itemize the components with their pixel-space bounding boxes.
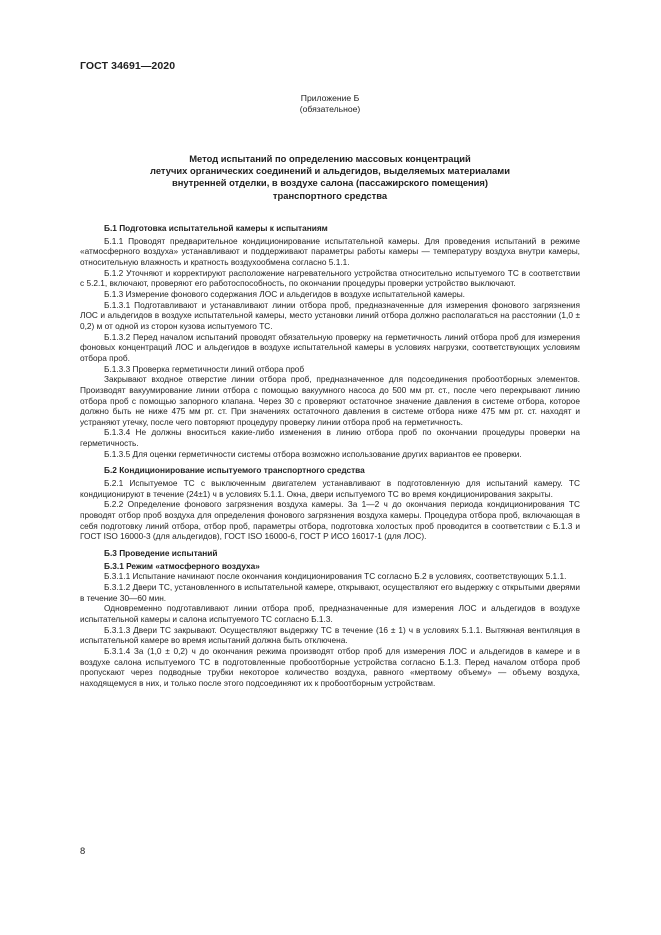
paragraph: Б.1.3.5 Для оценки герметичности системы отбора возможно использование других вариантов ее проверки. (104, 448, 522, 459)
page-number: 8 (80, 845, 86, 856)
paragraph: Б.1.3.1 Подготавливают и устанавливают линии отбора проб, предназначенные для измерения фонового загрязнения ЛОС и альдегидов в воздухе испытательной камеры, место установки линий отбора должно располагаться на расстоянии (1,0 ± 0,2) м от одной из сторон кузова испытуемого ТС. (80, 299, 580, 331)
document-code: ГОСТ 34691—2020 (80, 60, 176, 72)
paragraph: Б.3.1.2 Двери ТС, установленного в испытательной камере, открывают, осуществляют его выдержку с открытыми дверями в течение 30—60 мин. (80, 582, 580, 603)
title-line: внутренней отделки, в воздухе салона (пассажирского помещения) (171, 177, 489, 189)
title-line: Метод испытаний по определению массовых концентраций (189, 153, 471, 164)
paragraph: Б.1.3 Измерение фонового содержания ЛОС и альдегидов в воздухе испытательной камеры. (104, 288, 465, 299)
section-heading-b3: Б.3 Проведение испытаний (104, 548, 218, 559)
document-body (80, 223, 580, 689)
title-line: транспортного средства (272, 189, 388, 201)
paragraph: Б.1.2 Уточняют и корректируют расположение нагревательного устройства относительно испытуемого ТС в соответствии с 5.2.1, включают, проверяют его работоспособность, по окончании процедуры проверки устройство выключают. (80, 267, 580, 289)
title-line: летучих органических соединений и альдегидов, выделяемых материалами (150, 165, 510, 177)
paragraph: Б.2.2 Определение фонового загрязнения воздуха камеры. За 1—2 ч до окончания периода кондиционирования ТС проводят отбор проб воздуха для определения фонового загрязнения воздуха камеры. Процедура отбора проб, включающая в себя подготовку линий отбора, отбор проб, параметры отбора, подготовка холостых проб проводится в соответствии с Б.1.3 и ГОСТ ISO 16000-3 (для альдегидов), ГОСТ ISO 16000-6, ГОСТ Р ИСО 16017-1 (для ЛОС). (80, 499, 580, 542)
paragraph: Одновременно подготавливают линии отбора проб, предназначенные для измерения ЛОС и альдегидов в воздухе испытательной камеры и салона испытуемого ТС согласно Б.1.3. (80, 603, 580, 624)
section-heading-b2: Б.2 Кондиционирование испытуемого транспортного средства (104, 465, 365, 476)
appendix-label: Приложение Б (300, 93, 360, 103)
subsection-heading-b3-1: Б.3.1 Режим «атмосферного воздуха» (104, 560, 260, 571)
paragraph: Б.1.3.3 Проверка герметичности линий отбора проб (104, 363, 305, 374)
paragraph: Б.3.1.1 Испытание начинают после окончания кондиционирования ТС согласно Б.2 в условиях, соответствующих 5.1.1. (104, 571, 567, 582)
paragraph: Б.2.1 Испытуемое ТС с выключенным двигателем устанавливают в подготовленную для испытаний камеру. ТС кондиционируют в течение (24±1) ч в условиях 5.1.1. Окна, двери испытуемого ТС во время кондиционирования закрыты. (80, 478, 580, 499)
paragraph: Б.3.1.4 За (1,0 ± 0,2) ч до окончания режима производят отбор проб для измерения ЛОС и альдегидов в камере и в воздухе салона испытуемого ТС в подготовленные пробоотборные устройства согласно Б.1.3. Перед началом отбора проб пропускают через подводные трубки некоторое количество воздуха, равного «мертвому объему» — объему воздуха, находящемуся в них, и только после этого подсоединяют их к пробоотборным устройствам. (80, 645, 580, 688)
paragraph: Б.1.1 Проводят предварительное кондиционирование испытательной камеры. Для проведения испытаний в режиме «атмосферного воздуха» устанавливают и поддерживают параметры работы камеры — температуру воздуха внутри камеры, относительную влажность и кратность воздухообмена согласно 5.1.1. (80, 235, 580, 267)
appendix-status: (обязательное) (299, 104, 361, 114)
paragraph: Б.1.3.4 Не должны вноситься какие-либо изменения в линию отбора проб по окончании процедуры проверки на герметичность. (80, 427, 580, 449)
paragraph: Б.3.1.3 Двери ТС закрывают. Осуществляют выдержку ТС в течение (16 ± 1) ч в условиях 5.1.1. Вытяжная вентиляция в испытательной камере во время испытаний должна быть отключена. (80, 624, 580, 646)
paragraph: Б.1.3.2 Перед началом испытаний проводят обязательную проверку на герметичность линий отбора проб для измерения фоновых концентраций ЛОС и альдегидов в воздухе испытательной камеры в условиях нагрузки, соответствующих условиям отбора проб. (80, 331, 580, 363)
document-title (80, 153, 580, 202)
section-heading-b1: Б.1 Подготовка испытательной камеры к испытаниям (104, 223, 328, 233)
paragraph: Закрывают входное отверстие линии отбора проб, предназначенное для подсоединения пробоотборных элементов. Производят вакуумирование линии отбора с помощью вакуумного насоса до 500 мм рт. ст., после чего перекрывают линию отбора проб с помощью запорного клапана. Через 30 с проверяют остаточное значение давления в системе отбора, которое должно быть не ниже 475 мм рт. ст. При значениях остаточного давления в системе отбора ниже 475 мм рт. ст. находят и устраняют утечку, после чего повторяют процедуру проверку линии отбора проб на герметичность. (80, 374, 580, 427)
